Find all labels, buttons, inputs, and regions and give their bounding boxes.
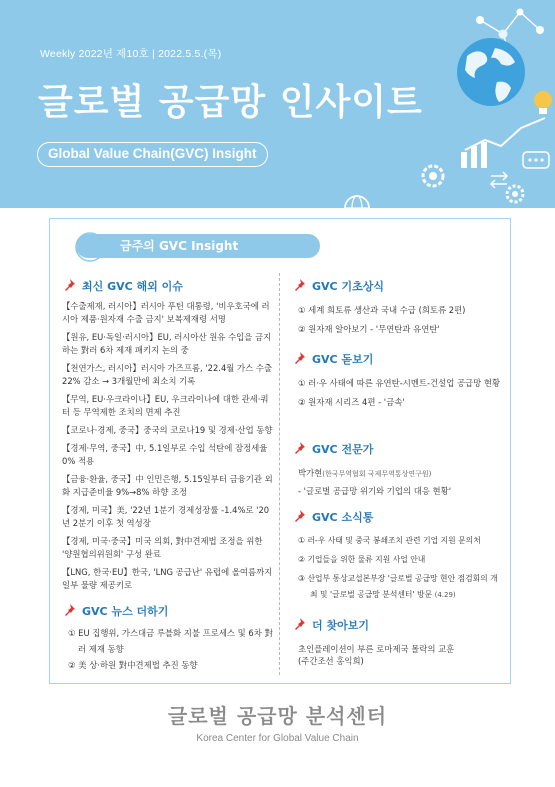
section-title: GVC 소식통 (312, 511, 374, 524)
pushpin-icon (292, 351, 306, 365)
issue-item[interactable]: 【경제·무역, 중국】中, 5.1일부로 수입 석탄에 잠정세율 0% 적용 (62, 443, 268, 466)
issue-item[interactable]: 【LNG, 한국·EU】한국, 'LNG 공급난' 유럽에 올여름까지 일부 물량 제공키로 (62, 567, 273, 590)
org-name-english: Korea Center for Global Value Chain (196, 733, 359, 744)
contents-box (49, 218, 511, 684)
section-basics (292, 278, 504, 337)
network-globe-icon (340, 192, 374, 208)
header-banner (0, 0, 555, 208)
footer (0, 700, 555, 744)
gear-icon (423, 166, 443, 186)
expert-topic[interactable]: - '글로벌 공급망 위기와 기업의 대응 현황' (298, 486, 452, 496)
more-source: (주간조선 홍익희) (298, 656, 364, 666)
issue-item[interactable]: 【경제, 미국】美, '22년 1분기 경제성장률 -1.4%로 '20년 2분기 이후 첫 역성장 (62, 505, 270, 528)
column-divider (279, 273, 280, 675)
section-overseas-issues (62, 278, 274, 592)
header-illustration (395, 0, 555, 208)
expert-author-line[interactable] (292, 465, 504, 482)
org-name-korean: 글로벌 공급망 분석센터 (167, 704, 388, 728)
pushpin-icon (62, 278, 76, 292)
pushpin-icon (292, 617, 306, 631)
section-closer-look (292, 351, 504, 410)
section-title: 최신 GVC 해외 이슈 (82, 280, 183, 293)
issue-item[interactable]: 【경제, 미국·중국】미국 의회, 對中견제법 조정을 위한 '양원협의위원회' 구성 완료 (62, 536, 263, 559)
expert-affiliation: (한국무역협회 국제무역통상연구원) (322, 470, 432, 478)
newsletter-subtitle: Global Value Chain(GVC) Insight (37, 142, 268, 167)
section-title: GVC 기초상식 (312, 280, 384, 293)
update-item-date: (4.29) (434, 591, 456, 599)
section-title: 더 찾아보기 (312, 619, 369, 632)
pushpin-icon (292, 278, 306, 292)
update-item-text: ③ 산업부 통상교섭본부장 '글로벌 공급망 현안 점검회의 개최 및 '글로벌 공급망 분석센터' 방문 (298, 574, 498, 599)
section-expert (292, 441, 504, 499)
update-item[interactable]: ② 기업들을 위한 물류 지원 사업 안내 (298, 555, 426, 564)
closer-item[interactable]: ① 러·우 사태에 따른 유연탄-시멘트-건설업 공급망 현황 (298, 378, 501, 388)
section-gvc-updates (292, 509, 504, 603)
issue-item[interactable]: 【천연가스, 러시아】러시아 가즈프롬, '22.4월 가스 수출 22% 감소 → 3개월만에 최소치 기록 (62, 363, 273, 386)
update-item[interactable] (292, 571, 504, 603)
issue-item[interactable]: 【원유, EU·독일·러시아】EU, 러시아산 원유 수입을 금지하는 對러 6차 제재 패키지 논의 중 (62, 332, 272, 355)
section-more (292, 617, 504, 667)
focus-heading-bar (76, 234, 320, 258)
issue-item[interactable]: 【무역, EU·우크라이나】EU, 우크라이나에 대한 관세·쿼터 등 무역제한 조치의 면제 추진 (62, 394, 269, 417)
focus-heading: 금주의 GVC Insight (120, 239, 239, 253)
news-item[interactable]: ② 美 상·하원 對中견제법 추진 동향 (68, 660, 198, 670)
update-item[interactable]: ① 러-우 사태 및 중국 봉쇄조치 관련 기업 지원 문의처 (298, 536, 481, 545)
section-title: GVC 돋보기 (312, 353, 374, 366)
basics-item[interactable]: ② 원자재 알아보기 - '무연탄과 유연탄' (298, 324, 440, 334)
expert-author: 박가현 (298, 468, 323, 478)
news-item[interactable]: ① EU 집행위, 가스대금 루블화 지불 프로세스 및 6차 對러 제재 동향 (68, 628, 273, 654)
section-title: GVC 뉴스 더하기 (82, 605, 169, 618)
pushpin-icon (292, 441, 306, 455)
section-gvc-news (62, 603, 274, 673)
section-title: GVC 전문가 (312, 443, 374, 456)
issue-item[interactable]: 【금융·환율, 중국】中 인민은행, 5.15일부터 금융기관 외화 지급준비율 9%→8% 하향 조정 (62, 474, 273, 497)
basics-item[interactable]: ① 세계 희토류 생산과 국내 수급 (희토류 2편) (298, 305, 466, 315)
closer-item[interactable]: ② 원자재 시리즈 4편 - '금속' (298, 397, 405, 407)
more-article[interactable]: 초인플레이션이 부른 로마제국 몰락의 교훈 (298, 644, 455, 654)
pushpin-icon (62, 603, 76, 617)
issue-line: Weekly 2022년 제10호 | 2022.5.5.(목) (40, 48, 222, 60)
issue-item[interactable]: 【코로나·경제, 중국】중국의 코로나19 및 경제·산업 동향 (62, 425, 273, 435)
newsletter-title: 글로벌 공급망 인사이트 (38, 82, 423, 123)
pushpin-icon (292, 509, 306, 523)
issue-item[interactable]: 【수출제재, 러시아】러시아 푸틴 대통령, '비우호국에 러시아 제품·원자재 수출 금지' 보복제재령 서명 (62, 301, 270, 324)
